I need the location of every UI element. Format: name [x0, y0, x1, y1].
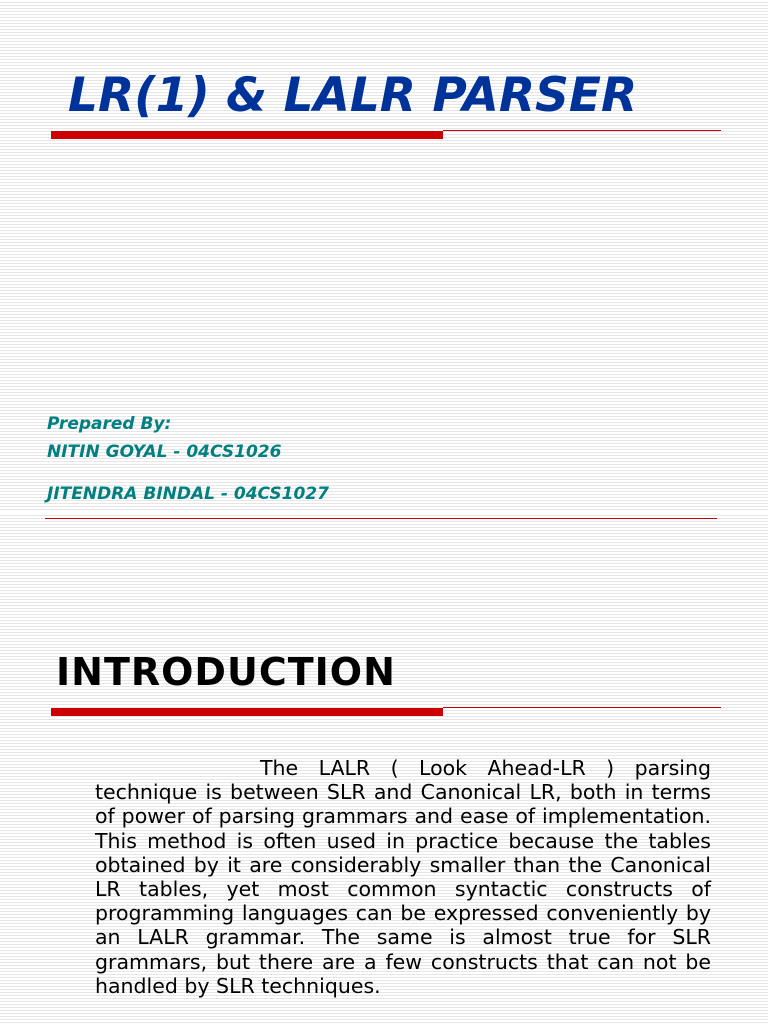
heading-underline-thick — [51, 708, 443, 716]
introduction-body: The LALR ( Look Ahead-LR ) parsing technique is between SLR and Canonical LR, both in terms of power of parsing grammars and ease of implementation. This method is often used in practice because the tables obtained by it are considerably smaller than the Canonical LR tables, yet most common syntactic constructs of programming languages can be expressed conveniently by an LALR grammar. The same is almost true for SLR grammars, but there are a few constructs that can not be handled by SLR techniques. — [95, 756, 711, 998]
author-nitin-goyal: NITIN GOYAL - 04CS1026 — [47, 442, 282, 462]
heading-underline-thin — [443, 707, 721, 708]
title-underline-thin — [443, 130, 721, 131]
introduction-slide — [0, 512, 768, 1024]
author-jitendra-bindal: JITENDRA BINDAL - 04CS1027 — [47, 484, 329, 504]
title-underline-thick — [51, 131, 443, 139]
slide-title: LR(1) & LALR PARSER — [68, 68, 638, 123]
introduction-heading: INTRODUCTION — [56, 650, 396, 694]
prepared-by-label: Prepared By: — [47, 414, 172, 434]
